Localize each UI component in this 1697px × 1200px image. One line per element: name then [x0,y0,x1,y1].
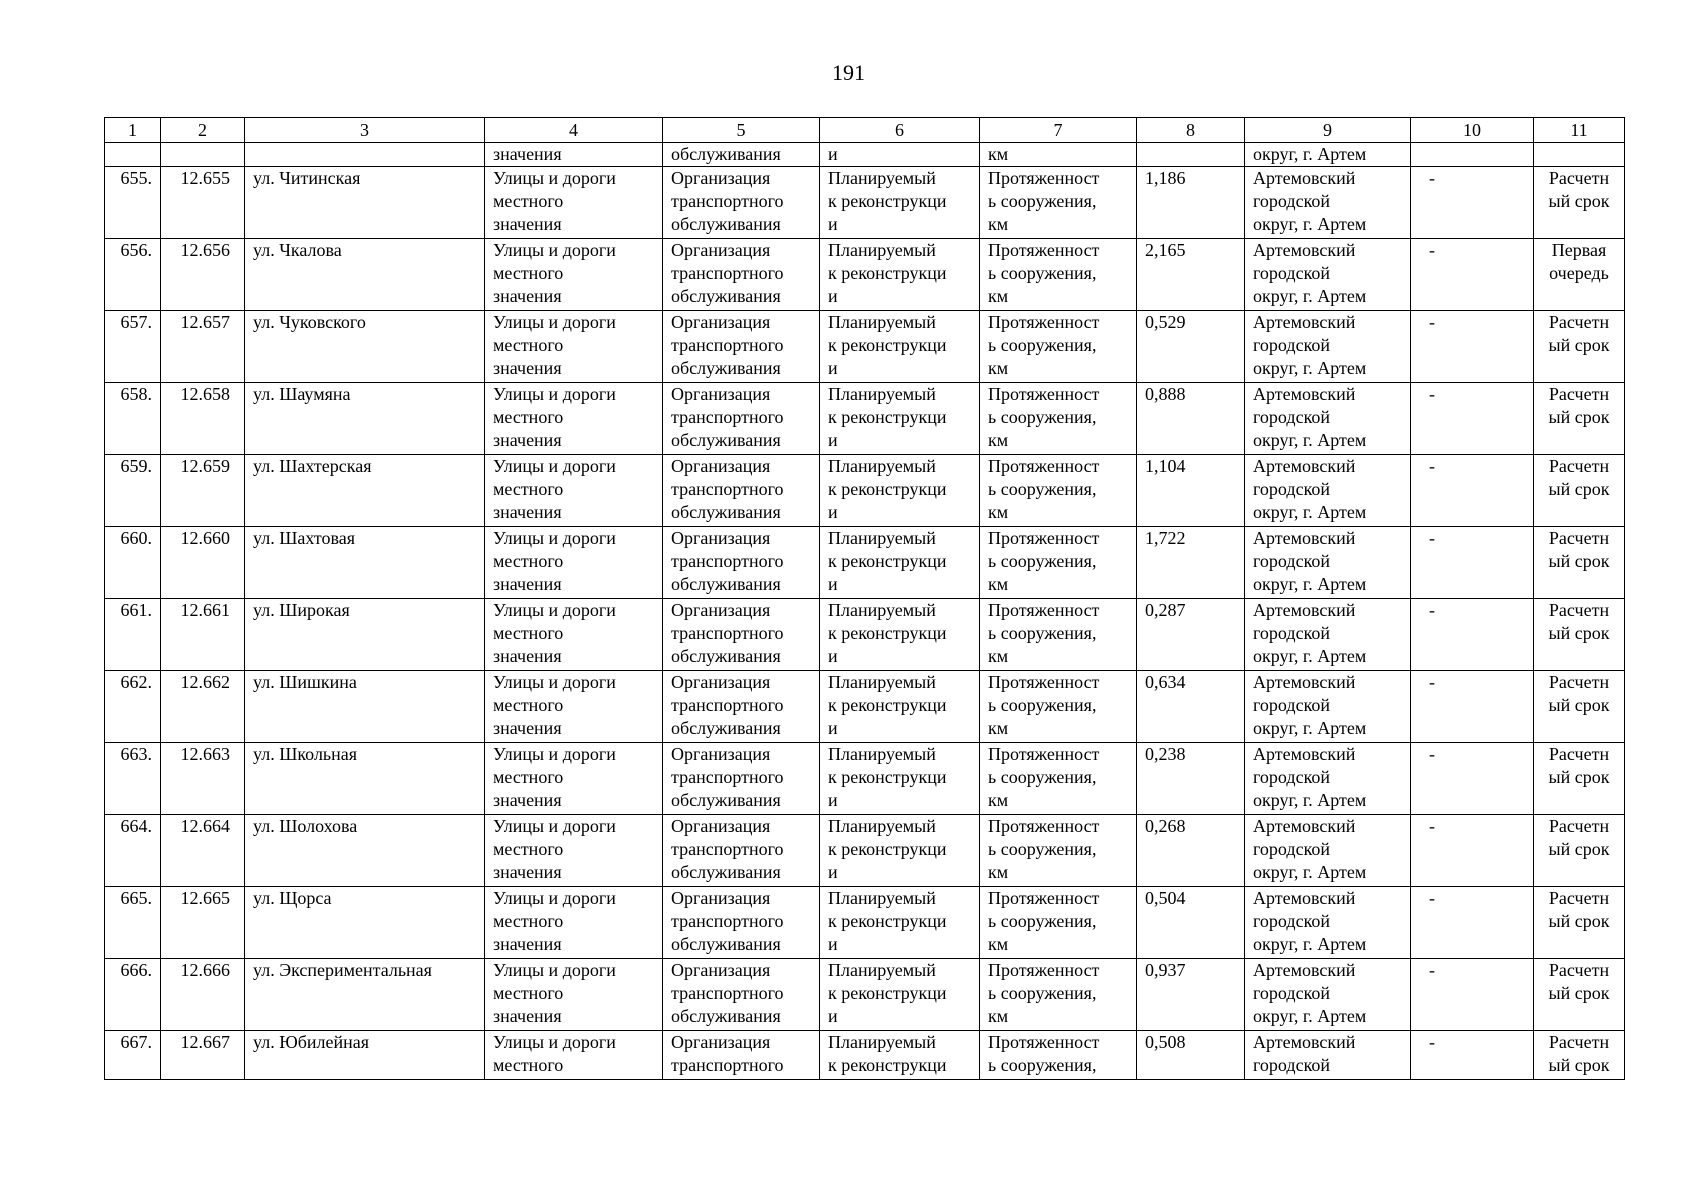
object-type-cell: Улицы и дороги местного [485,1031,663,1080]
purpose-cell: Организация транспортного обслуживания [663,671,820,743]
street-name-cell: ул. Шахтерская [245,455,485,527]
measure-cell: Протяженност ь сооружения, км [980,311,1137,383]
status-cell: Планируемый к реконструкци и [820,815,980,887]
length-value-cell: 0,634 [1137,671,1245,743]
row-number-cell: 665. [105,887,161,959]
status-cell: Планируемый к реконструкци и [820,239,980,311]
row-number-cell: 667. [105,1031,161,1080]
row-number-cell: 656. [105,239,161,311]
status-cell: Планируемый к реконструкци и [820,311,980,383]
row-number-cell: 657. [105,311,161,383]
purpose-cell: Организация транспортного обслуживания [663,239,820,311]
object-code-cell: 12.658 [161,383,245,455]
status-cell: Планируемый к реконструкци и [820,743,980,815]
purpose-cell: Организация транспортного обслуживания [663,815,820,887]
street-name-cell: ул. Экспериментальная [245,959,485,1031]
object-type-cell: Улицы и дороги местного значения [485,743,663,815]
term-cell: Расчетн ый срок [1534,167,1625,239]
column-header: 7 [980,118,1137,143]
status-cell: Планируемый к реконструкци и [820,167,980,239]
status-cell: Планируемый к реконструкци [820,1031,980,1080]
measure-cell: Протяженност ь сооружения, км [980,167,1137,239]
location-cell: Артемовский городской [1245,1031,1411,1080]
object-code-cell: 12.660 [161,527,245,599]
column-header: 9 [1245,118,1411,143]
zone-cell: - [1411,599,1534,671]
column-header: 5 [663,118,820,143]
measure-cell: Протяженност ь сооружения, км [980,599,1137,671]
street-name-cell: ул. Шишкина [245,671,485,743]
column-header: 4 [485,118,663,143]
status-cell: Планируемый к реконструкци и [820,671,980,743]
object-type-cell: Улицы и дороги местного значения [485,887,663,959]
term-cell: Первая очередь [1534,239,1625,311]
object-code-cell: 12.663 [161,743,245,815]
purpose-cell: Организация транспортного обслуживания [663,527,820,599]
purpose-cell: Организация транспортного обслуживания [663,887,820,959]
measure-cell: Протяженност ь сооружения, км [980,743,1137,815]
table-row [105,383,1625,455]
object-type-cell: Улицы и дороги местного значения [485,527,663,599]
table-row [105,815,1625,887]
row-number-cell: 666. [105,959,161,1031]
zone-cell: - [1411,887,1534,959]
table-cell: округ, г. Артем [1245,143,1411,167]
object-code-cell: 12.662 [161,671,245,743]
measure-cell: Протяженност ь сооружения, км [980,455,1137,527]
continuation-row [105,143,1625,167]
street-name-cell: ул. Чуковского [245,311,485,383]
measure-cell: Протяженност ь сооружения, км [980,815,1137,887]
zone-cell: - [1411,815,1534,887]
location-cell: Артемовский городской округ, г. Артем [1245,167,1411,239]
purpose-cell: Организация транспортного [663,1031,820,1080]
column-header: 10 [1411,118,1534,143]
length-value-cell: 1,722 [1137,527,1245,599]
length-value-cell: 0,508 [1137,1031,1245,1080]
table-row [105,959,1625,1031]
object-code-cell: 12.659 [161,455,245,527]
street-name-cell: ул. Шолохова [245,815,485,887]
column-header: 8 [1137,118,1245,143]
row-number-cell: 661. [105,599,161,671]
table-row [105,167,1625,239]
street-name-cell: ул. Шаумяна [245,383,485,455]
row-number-cell: 662. [105,671,161,743]
location-cell: Артемовский городской округ, г. Артем [1245,599,1411,671]
table-row [105,671,1625,743]
term-cell: Расчетн ый срок [1534,959,1625,1031]
table-cell [1137,143,1245,167]
purpose-cell: Организация транспортного обслуживания [663,383,820,455]
measure-cell: Протяженност ь сооружения, км [980,239,1137,311]
column-header: 11 [1534,118,1625,143]
zone-cell: - [1411,239,1534,311]
length-value-cell: 0,888 [1137,383,1245,455]
status-cell: Планируемый к реконструкци и [820,959,980,1031]
location-cell: Артемовский городской округ, г. Артем [1245,743,1411,815]
measure-cell: Протяженност ь сооружения, км [980,383,1137,455]
term-cell: Расчетн ый срок [1534,311,1625,383]
location-cell: Артемовский городской округ, г. Артем [1245,887,1411,959]
purpose-cell: Организация транспортного обслуживания [663,743,820,815]
table-row [105,743,1625,815]
table-cell [245,143,485,167]
street-name-cell: ул. Широкая [245,599,485,671]
street-name-cell: ул. Юбилейная [245,1031,485,1080]
term-cell: Расчетн ый срок [1534,599,1625,671]
column-header: 2 [161,118,245,143]
location-cell: Артемовский городской округ, г. Артем [1245,671,1411,743]
length-value-cell: 0,238 [1137,743,1245,815]
location-cell: Артемовский городской округ, г. Артем [1245,815,1411,887]
zone-cell: - [1411,743,1534,815]
table-cell [1534,143,1625,167]
table-row [105,527,1625,599]
object-code-cell: 12.665 [161,887,245,959]
length-value-cell: 0,268 [1137,815,1245,887]
object-code-cell: 12.667 [161,1031,245,1080]
status-cell: Планируемый к реконструкци и [820,887,980,959]
term-cell: Расчетн ый срок [1534,887,1625,959]
zone-cell: - [1411,383,1534,455]
table-row [105,599,1625,671]
measure-cell: Протяженност ь сооружения, км [980,887,1137,959]
object-type-cell: Улицы и дороги местного значения [485,383,663,455]
column-number-row [105,118,1625,143]
measure-cell: Протяженност ь сооружения, км [980,671,1137,743]
object-type-cell: Улицы и дороги местного значения [485,671,663,743]
term-cell: Расчетн ый срок [1534,455,1625,527]
length-value-cell: 1,186 [1137,167,1245,239]
row-number-cell: 659. [105,455,161,527]
column-header: 3 [245,118,485,143]
zone-cell: - [1411,959,1534,1031]
row-number-cell: 658. [105,383,161,455]
row-number-cell: 664. [105,815,161,887]
table-cell: значения [485,143,663,167]
column-header: 1 [105,118,161,143]
object-type-cell: Улицы и дороги местного значения [485,599,663,671]
length-value-cell: 0,287 [1137,599,1245,671]
table-cell [105,143,161,167]
table-row [105,1031,1625,1080]
object-type-cell: Улицы и дороги местного значения [485,815,663,887]
object-type-cell: Улицы и дороги местного значения [485,311,663,383]
object-code-cell: 12.656 [161,239,245,311]
term-cell: Расчетн ый срок [1534,671,1625,743]
length-value-cell: 0,937 [1137,959,1245,1031]
purpose-cell: Организация транспортного обслуживания [663,167,820,239]
status-cell: Планируемый к реконструкци и [820,599,980,671]
zone-cell: - [1411,311,1534,383]
location-cell: Артемовский городской округ, г. Артем [1245,455,1411,527]
object-code-cell: 12.664 [161,815,245,887]
status-cell: Планируемый к реконструкци и [820,383,980,455]
status-cell: Планируемый к реконструкци и [820,527,980,599]
zone-cell: - [1411,671,1534,743]
object-code-cell: 12.666 [161,959,245,1031]
street-name-cell: ул. Шахтовая [245,527,485,599]
measure-cell: Протяженност ь сооружения, км [980,527,1137,599]
table-cell [1411,143,1534,167]
length-value-cell: 0,529 [1137,311,1245,383]
purpose-cell: Организация транспортного обслуживания [663,959,820,1031]
purpose-cell: Организация транспортного обслуживания [663,455,820,527]
object-type-cell: Улицы и дороги местного значения [485,959,663,1031]
term-cell: Расчетн ый срок [1534,527,1625,599]
row-number-cell: 663. [105,743,161,815]
term-cell: Расчетн ый срок [1534,383,1625,455]
table-cell: обслуживания [663,143,820,167]
purpose-cell: Организация транспортного обслуживания [663,599,820,671]
term-cell: Расчетн ый срок [1534,743,1625,815]
length-value-cell: 1,104 [1137,455,1245,527]
table-row [105,887,1625,959]
purpose-cell: Организация транспортного обслуживания [663,311,820,383]
measure-cell: Протяженност ь сооружения, [980,1031,1137,1080]
object-code-cell: 12.655 [161,167,245,239]
object-type-cell: Улицы и дороги местного значения [485,239,663,311]
street-name-cell: ул. Щорса [245,887,485,959]
zone-cell: - [1411,1031,1534,1080]
location-cell: Артемовский городской округ, г. Артем [1245,959,1411,1031]
status-cell: Планируемый к реконструкци и [820,455,980,527]
zone-cell: - [1411,455,1534,527]
page-number: 191 [832,60,865,85]
length-value-cell: 2,165 [1137,239,1245,311]
term-cell: Расчетн ый срок [1534,815,1625,887]
zone-cell: - [1411,527,1534,599]
zone-cell: - [1411,167,1534,239]
registry-table [104,117,1625,1080]
length-value-cell: 0,504 [1137,887,1245,959]
location-cell: Артемовский городской округ, г. Артем [1245,527,1411,599]
row-number-cell: 655. [105,167,161,239]
location-cell: Артемовский городской округ, г. Артем [1245,311,1411,383]
table-cell: и [820,143,980,167]
object-code-cell: 12.657 [161,311,245,383]
street-name-cell: ул. Читинская [245,167,485,239]
row-number-cell: 660. [105,527,161,599]
street-name-cell: ул. Школьная [245,743,485,815]
object-code-cell: 12.661 [161,599,245,671]
table-header [105,118,1625,143]
measure-cell: Протяженност ь сооружения, км [980,959,1137,1031]
table-cell [161,143,245,167]
street-name-cell: ул. Чкалова [245,239,485,311]
table-row [105,239,1625,311]
table-body [105,143,1625,1080]
object-type-cell: Улицы и дороги местного значения [485,455,663,527]
location-cell: Артемовский городской округ, г. Артем [1245,239,1411,311]
location-cell: Артемовский городской округ, г. Артем [1245,383,1411,455]
table-row [105,455,1625,527]
table-row [105,311,1625,383]
object-type-cell: Улицы и дороги местного значения [485,167,663,239]
table-cell: км [980,143,1137,167]
term-cell: Расчетн ый срок [1534,1031,1625,1080]
column-header: 6 [820,118,980,143]
